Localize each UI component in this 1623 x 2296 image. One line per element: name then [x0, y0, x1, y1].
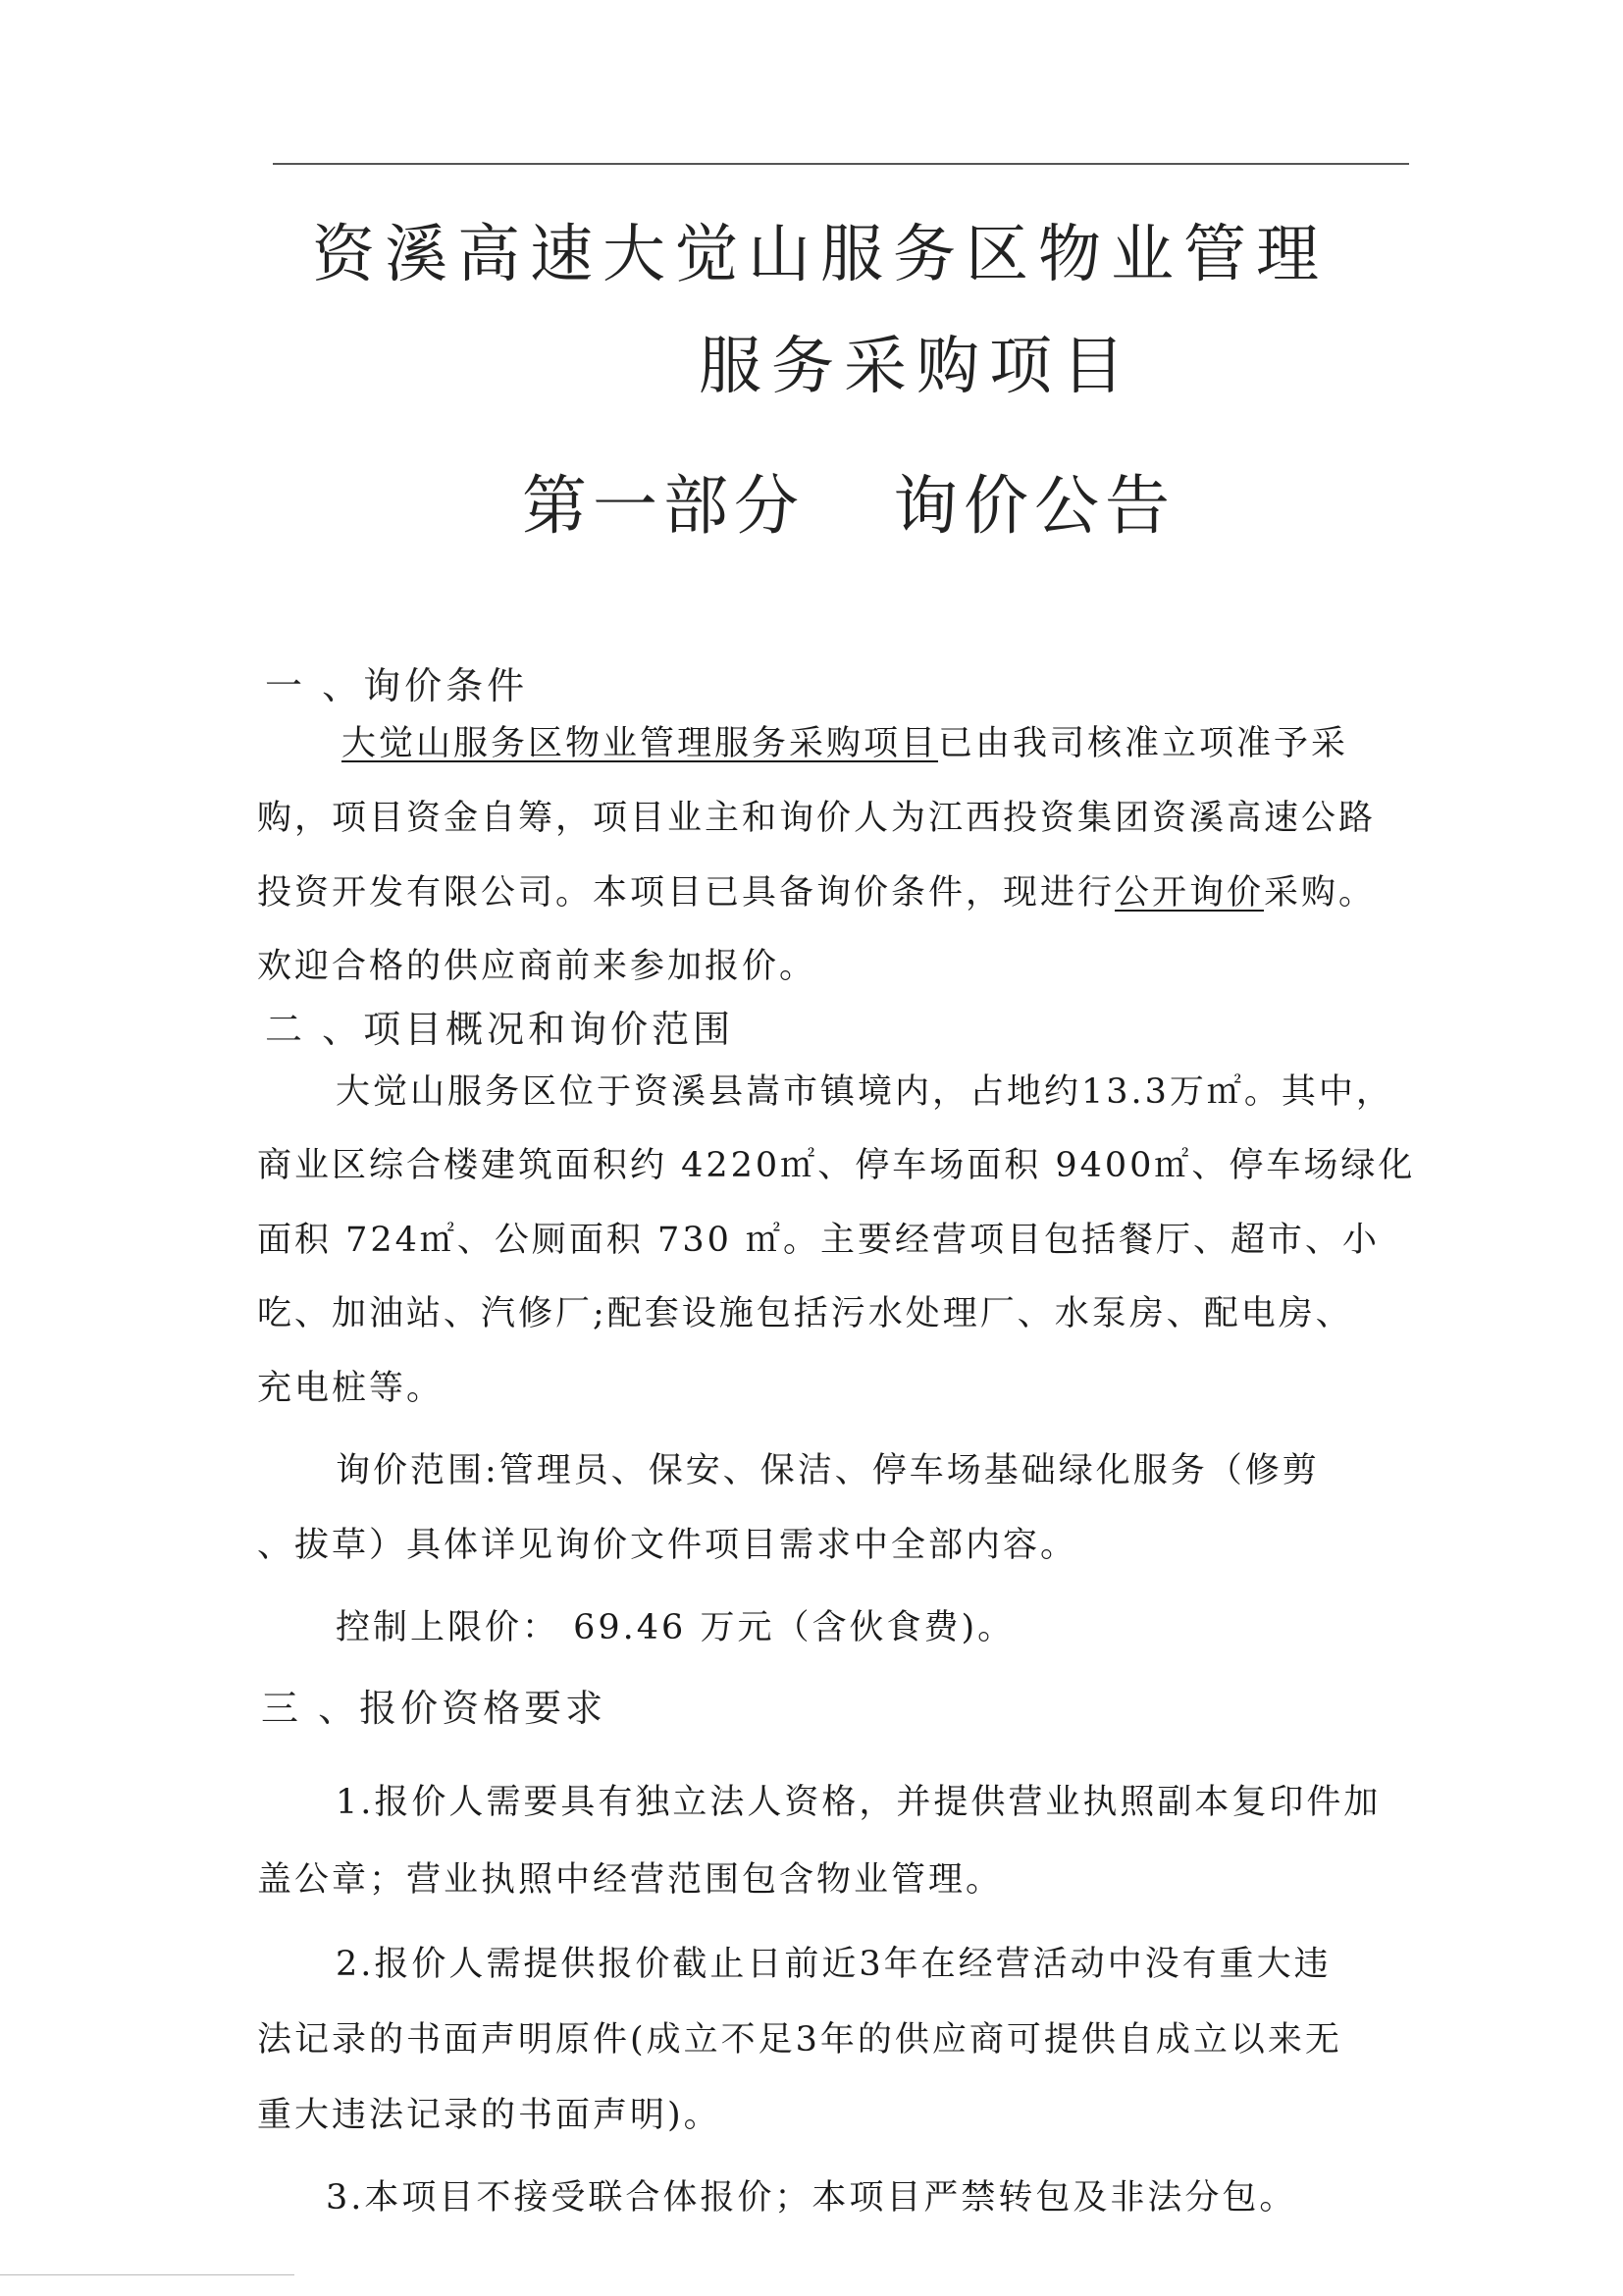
section-label: 询价公告 — [893, 468, 1176, 544]
open-inquiry-underlined: 公开询价 — [1115, 873, 1265, 913]
part-label: 第一部分 — [522, 468, 805, 544]
price-cap: 控制上限价： 69.46 万元（含伙食费)。 — [336, 1608, 1016, 1647]
section3-heading: 三 、报价资格要求 — [261, 1687, 607, 1730]
section2-line3: 面积 724㎡、公厕面积 730 ㎡。主要经营项目包括餐厅、超市、小 — [257, 1221, 1380, 1260]
req2-line2: 法记录的书面声明原件(成立不足3年的供应商可提供自成立以来无 — [257, 2020, 1342, 2060]
section2-line2: 商业区综合楼建筑面积约 4220㎡、停车场面积 9400㎡、停车场绿化 — [257, 1146, 1416, 1185]
project-name-underlined: 大觉山服务区物业管理服务采购项目 — [341, 724, 939, 763]
req1-line1: 1.报价人需要具有独立法人资格，并提供营业执照副本复印件加 — [336, 1783, 1382, 1822]
part-title — [522, 453, 1176, 547]
section2-line4: 吃、加油站、汽修厂;配套设施包括污水处理厂、水泵房、配电房、 — [257, 1294, 1353, 1333]
section1-para-line2: 购，项目资金自筹，项目业主和询价人为江西投资集团资溪高速公路 — [257, 799, 1377, 838]
scope-line2: 、拔草）具体详见询价文件项目需求中全部内容。 — [257, 1526, 1078, 1565]
req1-line2: 盖公章；营业执照中经营范围包含物业管理。 — [257, 1860, 1004, 1900]
section2-line1: 大觉山服务区位于资溪县嵩市镇境内，占地约13.3万㎡。其中， — [336, 1072, 1393, 1112]
scan-edge-rule — [0, 2274, 294, 2275]
section1-heading: 一 、询价条件 — [265, 664, 529, 707]
section1-para-line1 — [341, 724, 1349, 763]
doc-title-line1: 资溪高速大觉山服务区物业管理 — [312, 219, 1329, 291]
section1-line3-pre: 投资开发有限公司。本项目已具备询价条件，现进行 — [257, 873, 1116, 913]
header-rule — [273, 163, 1409, 165]
section1-para-line1-rest: 已由我司核准立项准予采 — [938, 724, 1349, 763]
req3-line1: 3.本项目不接受联合体报价；本项目严禁转包及非法分包。 — [326, 2178, 1297, 2218]
section2-line5: 充电桩等。 — [257, 1369, 445, 1408]
req2-line1: 2.报价人需提供报价截止日前近3年在经营活动中没有重大违 — [336, 1945, 1332, 1984]
req2-line3: 重大违法记录的书面声明)。 — [257, 2096, 721, 2135]
section1-para-line3 — [257, 873, 1377, 913]
scope-line1: 询价范围:管理员、保安、保洁、停车场基础绿化服务（修剪 — [336, 1451, 1320, 1490]
section1-line3-post: 采购。 — [1264, 873, 1377, 913]
section2-heading: 二 、项目概况和询价范围 — [265, 1008, 735, 1051]
doc-title-line2: 服务采购项目 — [699, 331, 1134, 403]
section1-para-line4: 欢迎合格的供应商前来参加报价。 — [257, 947, 817, 986]
